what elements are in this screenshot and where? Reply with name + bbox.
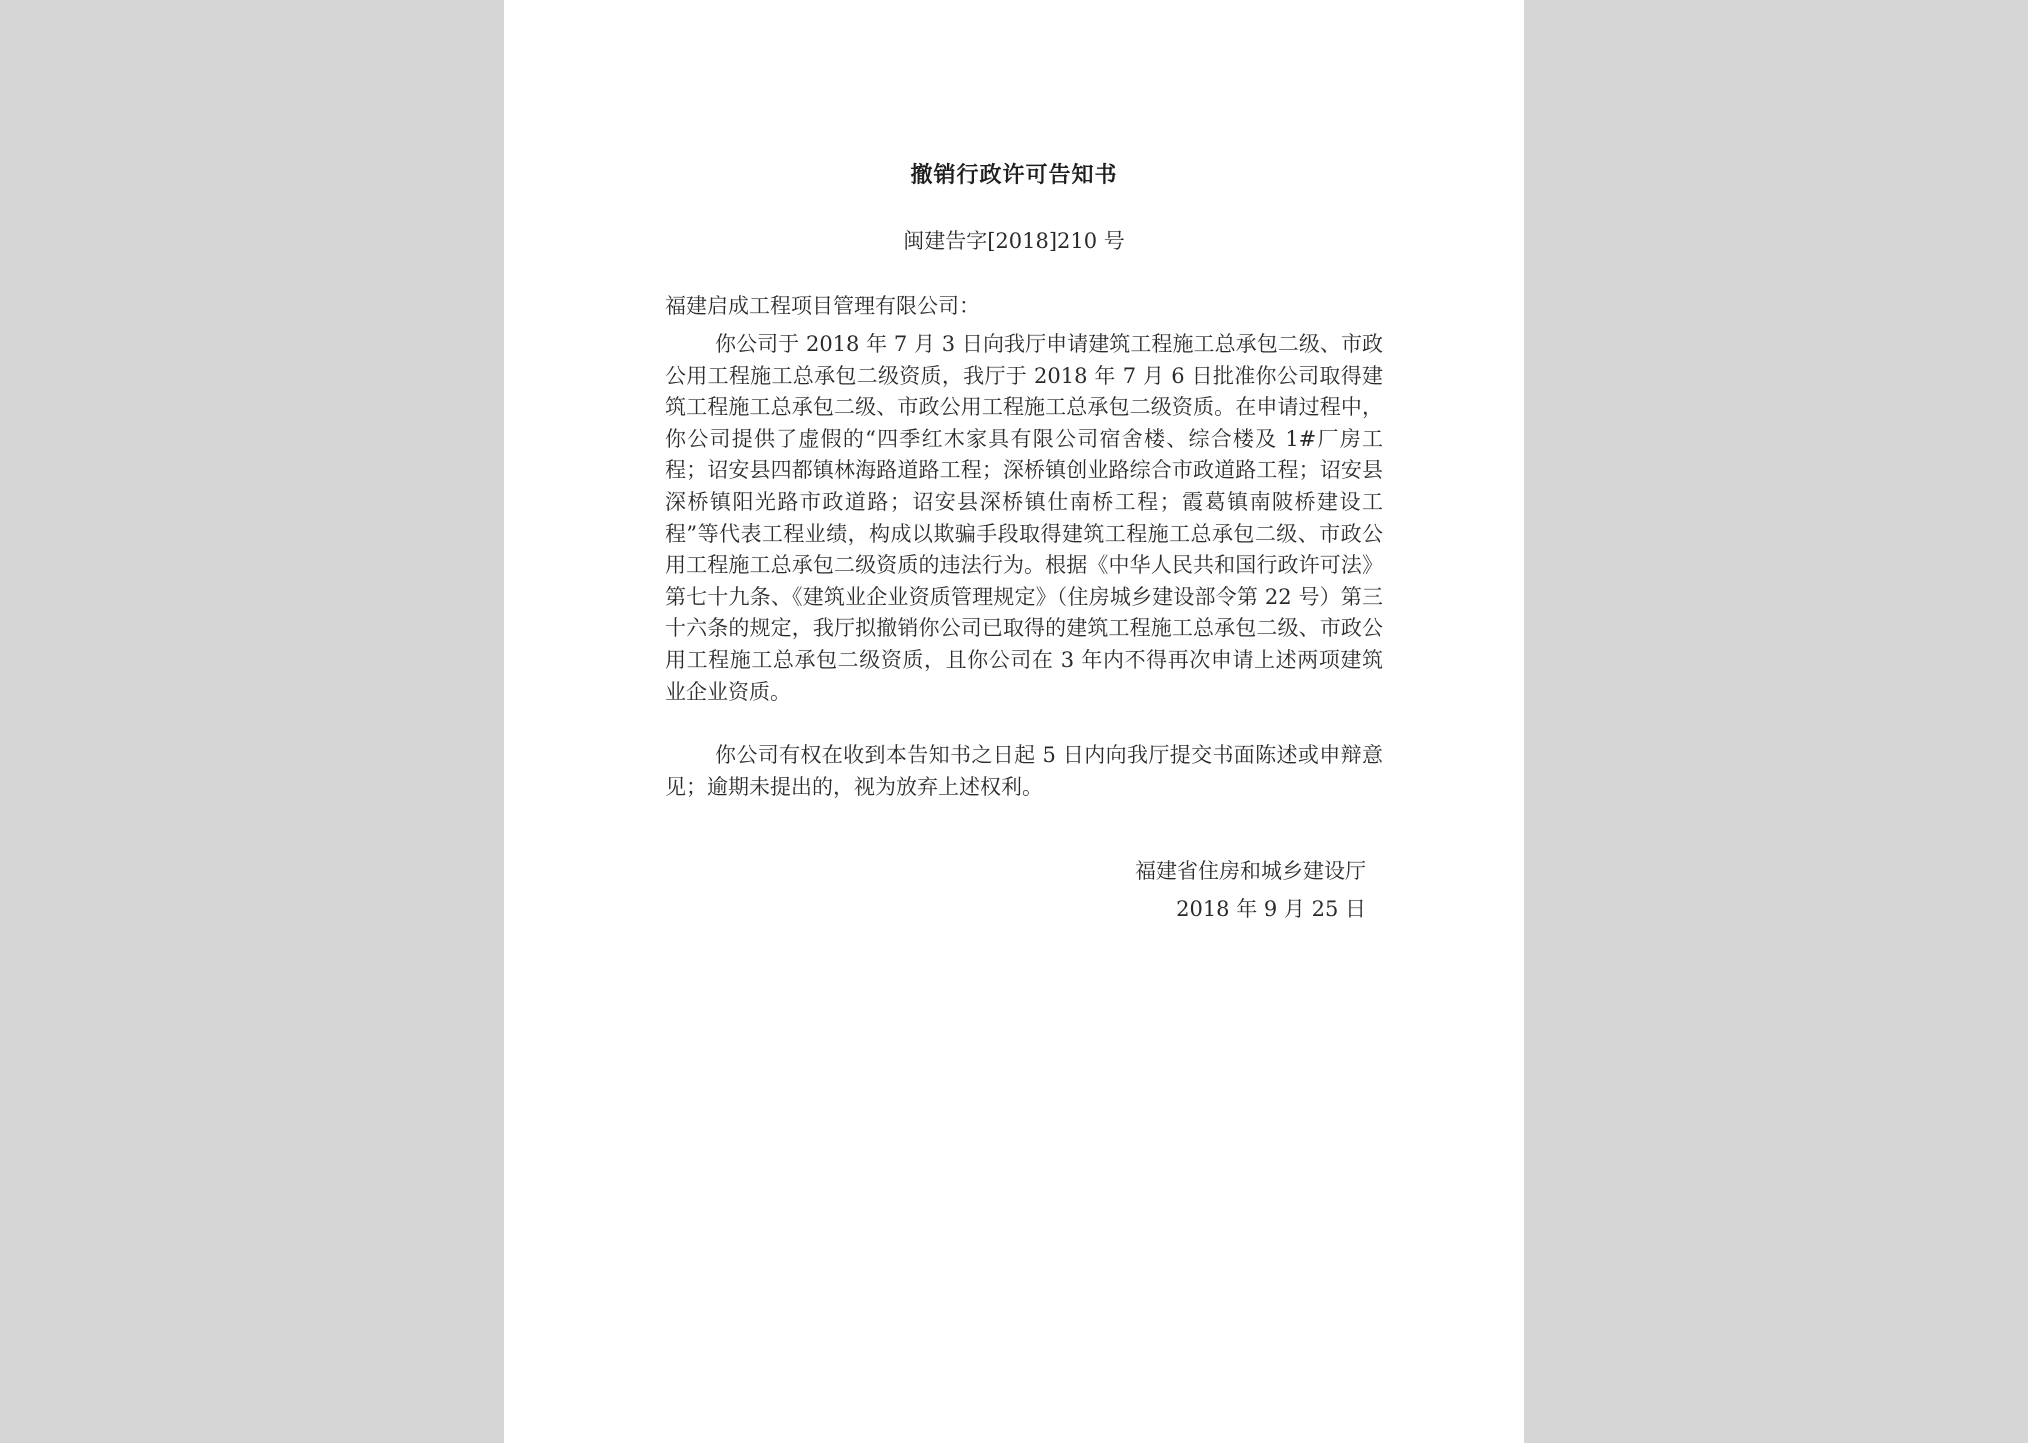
document-number: 闽建告字[2018]210 号 [903, 229, 1125, 253]
document-title: 撤销行政许可告知书 [910, 162, 1118, 188]
body-paragraph: 你公司于 2018 年 7 月 3 日向我厅申请建筑工程施工总承包二级、市政公用工程施工总承包二级资质，我厅于 2018 年 7 月 6 日批准你公司取得建筑工程施工总承包二级、市政公用工程施工总承包二级资质。在申请过程中，你公司提供了虚假的“四季红木家具有限公司宿舍楼、综合楼及 1#厂房工程；诏安县四都镇林海路道路工程；深桥镇创业路综合市政道路工程；诏安县深桥镇阳光路市政道路；诏安县深桥镇仕南桥工程；霞葛镇南陂桥建设工程”等代表工程业绩，构成以欺骗手段取得建筑工程施工总承包二级、市政公用工程施工总承包二级资质的违法行为。根据《中华人民共和国行政许可法》第七十九条、《建筑业企业资质管理规定》（住房城乡建设部令第 22 号）第三十六条的规定，我厅拟撤销你公司已取得的建筑工程施工总承包二级、市政公用工程施工总承包二级资质，且你公司在 3 年内不得再次申请上述两项建筑业企业资质。 [665, 332, 1383, 704]
signature-organization: 福建省住房和城乡建设厅 [1135, 859, 1366, 883]
signature-date: 2018 年 9 月 25 日 [1176, 897, 1366, 921]
body-paragraph: 你公司有权在收到本告知书之日起 5 日内向我厅提交书面陈述或申辩意见；逾期未提出的，视为放弃上述权利。 [665, 743, 1383, 799]
recipient-line: 福建启成工程项目管理有限公司： [665, 294, 980, 318]
document-page [504, 0, 1524, 1443]
